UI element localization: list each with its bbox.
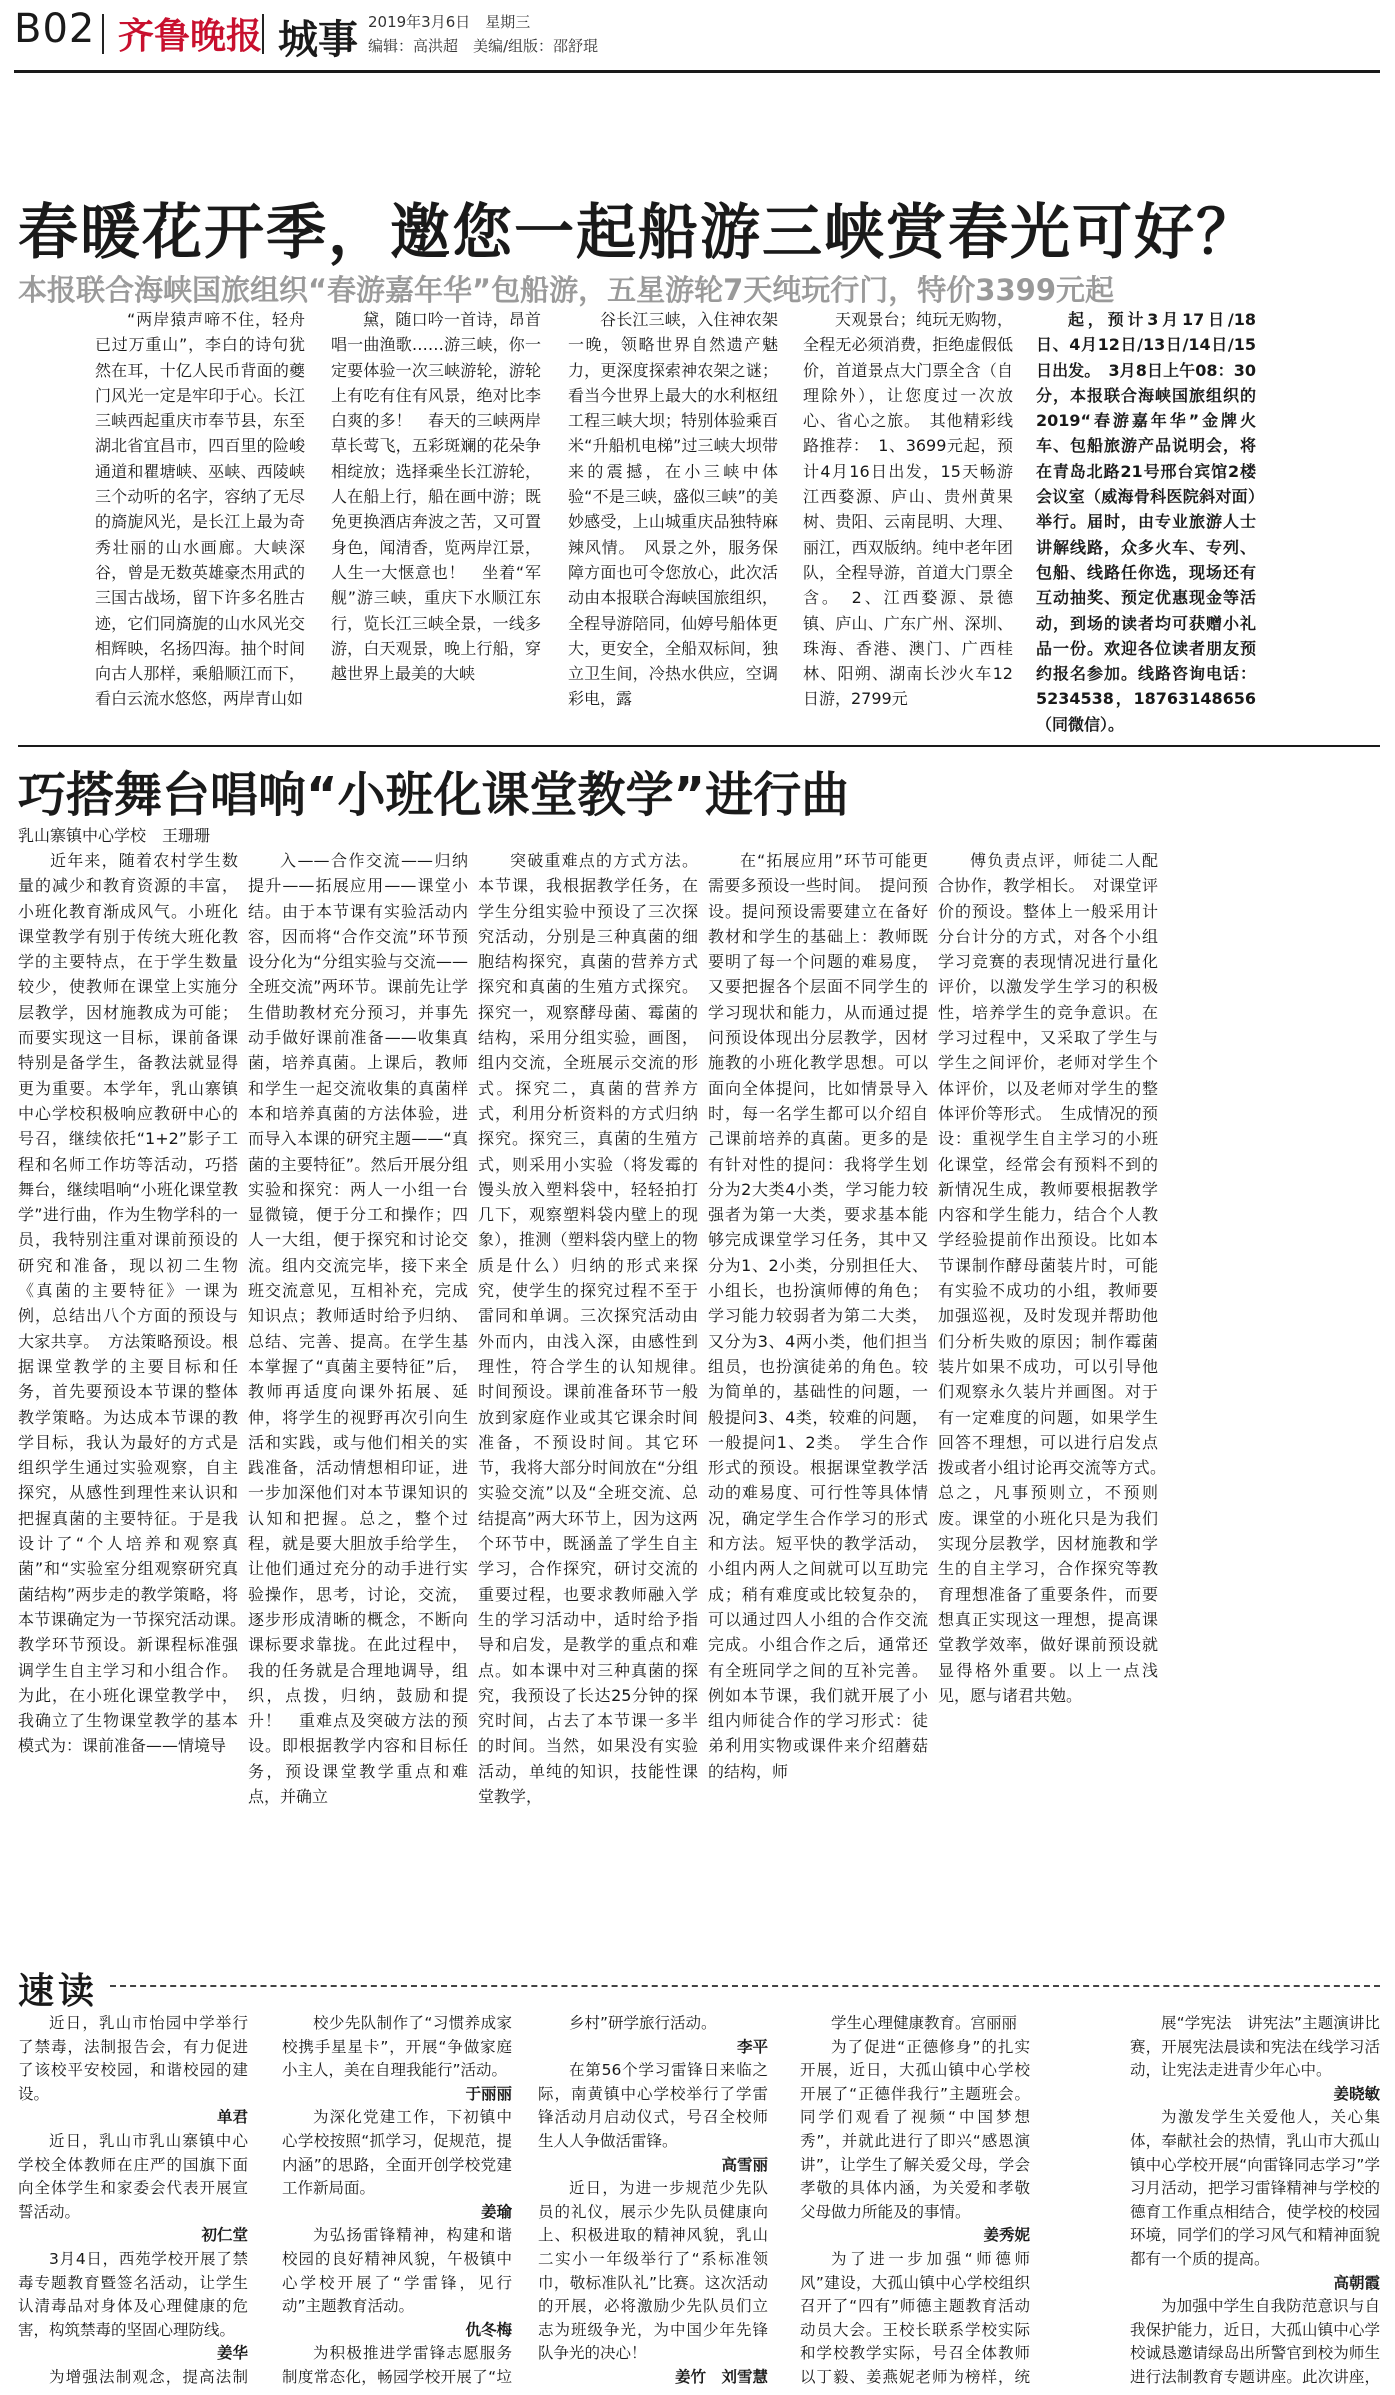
quickread-item: 为增强法制观念，提高法制 [49,2367,248,2386]
quickread-item: 为了进一步加强“师德师风”建设，大孤山镇中心学校组织召开了“四有”师德主题教育活动动员大会。王校长联系学校实际和学校教学实际，号召全体教师以丁毅、姜燕妮老师为榜样，统 [800,2249,1030,2386]
masthead-divider [262,14,264,54]
article2-column-4 [708,848,928,1943]
quickread-author: 姜瑜 [480,2202,512,2221]
quickread-column-2 [282,2012,512,2387]
article1-headline: 春暖花开季，邀您一起船游三峡赏春光可好？ [18,198,1258,268]
issue-date: 2019年3月6日 星期三 [368,13,531,31]
article1-subheadline: 本报联合海峡国旅组织“春游嘉年华”包船游，五星游轮7天纯玩行门，特价3399元起 [18,273,1115,307]
quickread-author: 姜华 [216,2344,248,2363]
quickread-author: 高朝霞 [1333,2273,1380,2292]
newspaper-logo: 齐鲁晚报 [118,15,263,57]
article2-text: 傅负责点评，师徒二人配合协作，教学相长。 对课堂评价的预设。整体上一般采用计分台计分的方式，对各个小组学习竞赛的表现情况进行量化评价，以激发学生学习的积极性，培养学生的竞争意识。在学习过程中，又采取了学生与学生之间评价，老师对学生个体评价，以及老师对学生的整体评价等形式。 生成情况的预设：重视学生自主学习的小班化课堂，经常会有预料不到的新情况生成，教师要根据教学内容和学生能力，结合个人教学经验提前作出预设。比如本节课制作酵母菌装片时，可能有实验不成功的小组，教师要加强巡视，及时发现并帮助他们分析失败的原因；制作霉菌装片如果不成功，可以引导他们观察永久装片并画图。对于有一定难度的问题，如果学生回答不理想，可以进行启发点拨或者小组讨论再交流等方式。 总之，凡事预则立，不预则废。课堂的小班化只是为我们实现分层教学，因材施教和学生的自主学习，合作探究等教育理想准备了重要条件，而要想真正实现这一理想，提高课堂教学效率，做好课前预设就显得格外重要。以上一点浅见，愿与诸君共勉。 [938,851,1158,1705]
article1-text: 起，预计3月17日/18日、4月12日/13日/14日/15日出发。 3月8日上午08：30分，本报联合海峡国旅组织的2019“春游嘉年华”金牌火车、包船旅游产品说明会，将在青岛北路21号邢台宾馆2楼会议室（威海骨科医院斜对面）举行。届时，由专业旅游人士讲解线路，众多火车、专列、包船、线路任你选，现场还有互动抽奖、预定优惠现金等活动，到场的读者均可获赠小礼品一份。欢迎各位读者朋友预约报名参加。线路咨询电话：5234538，18763148656（同微信）。 [1036,310,1256,734]
quickread-item: 为加强中学生自我防范意识与自我保护能力，近日，大孤山镇中心学校诚恳邀请绿岛出所警官到校为师生进行法制教育专题讲座。此次讲座， [1130,2297,1380,2386]
section-name: 城事 [278,17,358,63]
page-number: B02 [14,6,96,52]
article1-text: 黛，随口吟一首诗，昂首唱一曲渔歌……游三峡，你一定要体验一次三峡游轮，游轮上有吃有住有风景，绝对比李白爽的多！ 春天的三峡两岸草长莺飞，五彩斑斓的花朵争相绽放；选择乘坐长江游轮，人在船上行，船在画中游；既免更换酒店奔波之苦，又可置身色，闻清香，览两岸江景，人生一大惬意也！ 坐着“军舰”游三峡，重庆下水顺江东行，览长江三峡全景，一线多游，白天观景，晚上行船，穿越世界上最美的大峡 [331,310,541,684]
article1-column-4 [803,307,1013,737]
quickread-author: 初仁堂 [201,2226,248,2245]
quickread-column-5 [1130,2012,1380,2387]
article1-column-2 [331,307,541,737]
article2-column-1 [18,848,238,1943]
article2-column-3 [478,848,698,1943]
masthead-rule [14,70,1380,73]
quickread-item: 在第56个学习雷锋日来临之际，南黄镇中心学校举行了学雷锋活动月启动仪式，号召全校师生人人争做活雷锋。 [538,2061,768,2150]
article1-column-5 [1036,307,1256,737]
article1-text: 天观景台；纯玩无购物，全程无必须消费，拒绝虚假低价，首道景点大门票全含（自理除外），让您度过一次放心、省心之旅。 其他精彩线路推荐： 1、3699元起，预计4月16日出发，15天畅游江西婺源、庐山、贵州黄果树、贵阳、云南昆明、大理、丽江，西双版纳。纯中老年团队，全程导游，首道大门票全含。 2、江西婺源、景德镇、庐山、广东广州、深圳、珠海、香港、澳门、广西桂林、阳朔、湖南长沙火车12日游，2799元 [803,310,1013,709]
article1-text: 谷长江三峡，入住神农架一晚，领略世界自然遗产魅力，更深度探索神农架之谜；看当今世界上最大的水利枢纽工程三峡大坝；特别体验乘百米“升船机电梯”过三峡大坝带来的震撼，在小三峡中体验“不是三峡，盛似三峡”的美妙感受，上山城重庆品独特麻辣风情。 风景之外，服务保障方面也可令您放心，此次活动由本报联合海峡国旅组织，全程导游陪同，仙婷号船体更大，更安全，全船双标间，独立卫生间，冷热水供应，空调彩电，露 [568,310,778,709]
article1-column-1 [95,307,305,737]
quickread-author: 高雪丽 [721,2155,768,2174]
quickread-item: 展“学宪法 讲宪法”主题演讲比赛，开展宪法晨读和宪法在线学习活动，让宪法走进青少年心中。 [1130,2014,1380,2080]
article2-text: 突破重难点的方式方法。本节课，我根据教学任务，在学生分组实验中预设了三次探究活动，分别是三种真菌的细胞结构探究，真菌的营养方式探究和真菌的生殖方式探究。探究一，观察酵母菌、霉菌的结构，采用分组实验，画图，组内交流，全班展示交流的形式。探究二，真菌的营养方式，利用分析资料的方式归纳探究。探究三，真菌的生殖方式，则采用小实验（将发霉的馒头放入塑料袋中，轻轻拍打几下，观察塑料袋内壁上的现象），推测（塑料袋内壁上的物质是什么）归纳的形式来探究，使学生的探究过程不至于雷同和单调。三次探究活动由外而内，由浅入深，由感性到理性，符合学生的认知规律。 时间预设。课前准备环节一般放到家庭作业或其它课余时间准备，不预设时间。其它环节，我将大部分时间放在“分组实验交流”以及“全班交流、总结提高”两大环节上，因为这两个环节中，既涵盖了学生自主学习，合作探究，研讨交流的重要过程，也要求教师融入学生的学习活动中，适时给予指导和启发，是教学的重点和难点。如本课中对三种真菌的探究，我预设了长达25分钟的探究时间，占去了本节课一多半的时间。当然，如果没有实验活动，单纯的知识，技能性课堂教学， [478,851,698,1806]
article-divider [18,745,1380,747]
article1-text: “两岸猿声啼不住，轻舟已过万重山”，李白的诗句犹然在耳，十亿人民币背面的夔门风光一定是牢印于心。长江三峡西起重庆市奉节县，东至湖北省宜昌市，四百里的险峻通道和瞿塘峡、巫峡、西陵峡三个动听的名字，容纳了无尽的旖旎风光，是长江上最为奇秀壮丽的山水画廊。大峡深谷，曾是无数英雄豪杰用武的三国古战场，留下许多名胜古迹，它们同旖旎的山水风光交相辉映，名扬四海。抽个时间向古人那样，乘船顺江而下，看白云流水悠悠，两岸青山如 [95,310,305,709]
quickread-item: 为积极推进学雷锋志愿服务制度常态化，畅园学校开展了“垃 [282,2344,512,2386]
article2-text: 入——合作交流——归纳提升——拓展应用——课堂小结。由于本节课有实验活动内容，因而将“合作交流”环节预设分化为“分组实验与交流——全班交流”两环节。课前先让学生借助教材充分预习，并事先动手做好课前准备——收集真菌，培养真菌。上课后，教师和学生一起交流收集的真菌样本和培养真菌的方法体验，进而导入本课的研究主题——“真菌的主要特征”。然后开展分组实验和探究：两人一小组一台显微镜，便于分工和操作；四人一大组，便于探究和讨论交流。组内交流完毕，接下来全班交流意见，互相补充，完成知识点；教师适时给予归纳、总结、完善、提高。在学生基本掌握了“真菌主要特征”后，教师再适度向课外拓展、延伸，将学生的视野再次引向生活和实践，或与他们相关的实践准备，活动情想相印证，进一步加深他们对本节课知识的认知和把握。总之，整个过程，就是要大胆放手给学生，让他们通过充分的动手进行实验操作，思考，讨论，交流，逐步形成清晰的概念，不断向课标要求靠拢。在此过程中，我的任务就是合理地调导，组织，点拨，归纳，鼓励和提升！ 重难点及突破方法的预设。即根据教学内容和目标任务，预设课堂教学重点和难点，并确立 [248,851,468,1806]
quickread-item: 3月4日，西苑学校开展了禁毒专题教育暨签名活动，让学生认清毒品对身体及心理健康的危害，构筑禁毒的坚固心理防线。 [18,2249,248,2339]
quickread-author: 于丽丽 [465,2084,512,2103]
quickread-item: 为弘扬雷锋精神，构建和谐校园的良好精神风貌，午极镇中心学校开展了“学雷锋，见行动”主题教育活动。 [282,2226,512,2316]
article2-column-6 [1163,848,1383,1943]
quickread-item: 近日，为进一步规范少先队员的礼仪，展示少先队员健康向上、积极进取的精神风貌，乳山二实小一年级举行了“系标准领巾，敬标准队礼”比赛。这次活动的开展，必将激励少先队员们立志为班级争光，为中国少年先锋队争光的决心！ [538,2179,768,2363]
quickread-author: 姜竹 刘雪慧 [674,2367,768,2386]
quickread-item: 近日，乳山市乳山寨镇中心学校全体教师在庄严的国旗下面向全体学生和家委会代表开展宣誓活动。 [18,2131,248,2221]
quickread-column-1 [18,2012,248,2387]
quickread-item: 为了促进“正德修身”的扎实开展，近日，大孤山镇中心学校开展了“正德伴我行”主题班会。同学们观看了视频“中国梦想秀”，并就此进行了即兴“感恩演讲”，让学生了解关爱父母，学会孝敬的具体内涵，为关爱和孝敬父母做力所能及的事情。 [800,2037,1030,2221]
masthead [0,0,1395,78]
article2-column-2 [248,848,468,1943]
issue-credits: 编辑：高洪超 美编/组版：邵舒琨 [368,37,599,55]
quickread-item: 校少先队制作了“习惯养成家校携手星星卡”，开展“争做家庭小主人，美在自理我能行”活动。 [282,2014,512,2080]
quickread-author: 姜秀妮 [983,2226,1030,2245]
quickread-column-4 [800,2012,1030,2387]
quickread-item: 近日，乳山市怡园中学举行了禁毒，法制报告会，有力促进了该校平安校园，和谐校园的建设。 [18,2014,248,2103]
quickread-author: 姜晓敏 [1333,2084,1380,2103]
article1-column-3 [568,307,778,737]
article2-text: 在“拓展应用”环节可能更需要多预设一些时间。 提问预设。提问预设需要建立在备好教材和学生的基础上：教师既要明了每一个问题的难易度，又要把握各个层面不同学生的学习现状和能力，从而通过提问预设体现出分层教学，因材施教的小班化教学思想。可以面向全体提问，比如情景导入时，每一名学生都可以介绍自己课前培养的真菌。更多的是有针对性的提问：我将学生划分为2大类4小类，学习能力较强者为第一大类，要求基本能够完成课堂学习任务，其中又分为1、2小类，分别担任大、小组长，也扮演师傅的角色；学习能力较弱者为第二大类，又分为3、4两小类，他们担当组员，也扮演徒弟的角色。较为简单的，基础性的问题，一般提问3、4类，较难的问题，一般提问1、2类。 学生合作形式的预设。根据课堂教学活动的难易度、可行性等具体情况，确定学生合作学习的形式和方法。短平快的教学活动，小组内两人之间就可以互助完成；稍有难度或比较复杂的，可以通过四人小组的合作交流完成。小组合作之后，通常还有全班同学之间的互补完善。例如本节课，我们就开展了小组内师徒合作的学习形式：徒弟利用实物或课件来介绍蘑菇的结构，师 [708,851,928,1781]
quickread-item: 乡村”研学旅行活动。 [569,2014,717,2032]
article2-byline: 乳山寨镇中心学校 王珊珊 [18,826,211,845]
article2-column-5 [938,848,1158,1943]
masthead-divider [102,14,104,54]
quickread-column-3 [538,2012,768,2387]
quickread-item: 为深化党建工作，下初镇中心学校按照“抓学习，促规范，提内涵”的思路，全面开创学校党建工作新局面。 [282,2108,512,2198]
quickread-title: 速读 [18,1971,99,2012]
quickread-item: 为激发学生关爱他人，关心集体，奉献社会的热情，乳山市大孤山镇中心学校开展“向雷锋同志学习”学习月活动，把学习雷锋精神与学校的德育工作重点相结合，使学校的校园环境，同学们的学习风气和精神面貌都有一个质的提高。 [1130,2108,1380,2268]
issue-meta [368,10,598,58]
quickread-author: 单君 [216,2108,248,2127]
quickread-item: 学生心理健康教育。宫丽丽 [831,2014,1018,2032]
article2-text: 近年来，随着农村学生数量的减少和教育资源的丰富，小班化教育渐成风气。小班化课堂教学有别于传统大班化教学的主要特点，在于学生数量较少，使教师在课堂上实施分层教学，因材施教成为可能；而要实现这一目标，课前备课特别是备学生，备教法就显得更为重要。本学年，乳山寨镇中心学校积极响应教研中心的号召，继续依托“1+2”影子工程和名师工作坊等活动，巧搭舞台，继续唱响“小班化课堂教学”进行曲，作为生物学科的一员，我特别注重对课前预设的研究和准备，现以初二生物《真菌的主要特征》一课为例，总结出八个方面的预设与大家共享。 方法策略预设。根据课堂教学的主要目标和任务，首先要预设本节课的整体教学策略。为达成本节课的教学目标，我认为最好的方式是组织学生通过实验观察，自主探究，从感性到理性来认识和把握真菌的主要特征。于是我设计了“个人培养和观察真菌”和“实验室分组观察研究真菌结构”两步走的教学策略，将本节课确定为一节探究活动课。 教学环节预设。新课程标准强调学生自主学习和小组合作。为此，在小班化课堂教学中，我确立了生物课堂教学的基本模式为：课前准备——情境导 [18,851,238,1756]
article2-headline: 巧搭舞台唱响“小班化课堂教学”进行曲 [18,767,850,823]
quickread-dashed-rule [110,1985,1380,1987]
quickread-author: 仇冬梅 [465,2320,512,2339]
quickread-author: 李平 [736,2037,768,2056]
